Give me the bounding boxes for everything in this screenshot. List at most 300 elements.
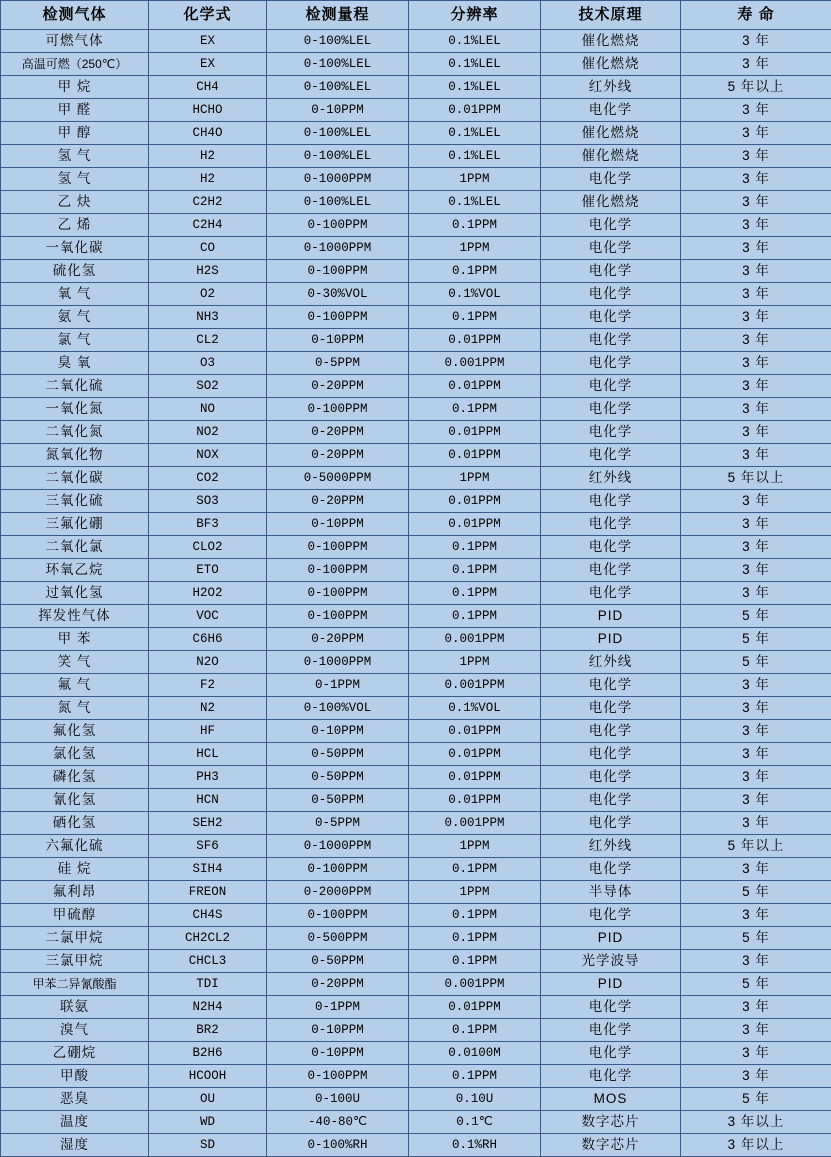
cell-principle: 电化学 (541, 306, 681, 329)
cell-resolution: 0.01PPM (409, 444, 541, 467)
cell-name: 三氟化硼 (1, 513, 149, 536)
cell-principle: 电化学 (541, 996, 681, 1019)
cell-principle: 电化学 (541, 766, 681, 789)
table-header-row (1, 1, 831, 30)
cell-resolution: 0.01PPM (409, 766, 541, 789)
cell-formula: CL2 (149, 329, 267, 352)
cell-life: 3 年 (681, 53, 831, 76)
cell-range: 0-100PPM (267, 559, 409, 582)
cell-formula: F2 (149, 674, 267, 697)
cell-name: 温度 (1, 1111, 149, 1134)
cell-name: 氟利昂 (1, 881, 149, 904)
cell-principle: PID (541, 973, 681, 996)
cell-principle: 红外线 (541, 835, 681, 858)
cell-range: 0-100PPM (267, 260, 409, 283)
cell-principle: 数字芯片 (541, 1111, 681, 1134)
table-row (1, 214, 831, 237)
table-row (1, 283, 831, 306)
cell-resolution: 0.01PPM (409, 421, 541, 444)
cell-life: 3 年 (681, 720, 831, 743)
cell-formula: SIH4 (149, 858, 267, 881)
column-header-formula: 化学式 (149, 1, 267, 30)
cell-resolution: 0.001PPM (409, 973, 541, 996)
column-header-gas-name: 检测气体 (1, 1, 149, 30)
cell-formula: SO2 (149, 375, 267, 398)
cell-principle: 电化学 (541, 99, 681, 122)
cell-range: 0-100PPM (267, 536, 409, 559)
cell-formula: PH3 (149, 766, 267, 789)
cell-principle: 电化学 (541, 260, 681, 283)
cell-life: 3 年以上 (681, 1134, 831, 1157)
table-row (1, 1111, 831, 1134)
table-row (1, 122, 831, 145)
cell-name: 甲硫醇 (1, 904, 149, 927)
cell-principle: MOS (541, 1088, 681, 1111)
cell-life: 3 年 (681, 996, 831, 1019)
cell-life: 3 年 (681, 1019, 831, 1042)
cell-formula: SD (149, 1134, 267, 1157)
cell-formula: FREON (149, 881, 267, 904)
cell-name: 六氟化硫 (1, 835, 149, 858)
cell-life: 3 年 (681, 168, 831, 191)
cell-formula: O3 (149, 352, 267, 375)
cell-formula: H2O2 (149, 582, 267, 605)
cell-name: 过氧化氢 (1, 582, 149, 605)
cell-formula: H2 (149, 145, 267, 168)
cell-life: 5 年以上 (681, 835, 831, 858)
cell-name: 甲 苯 (1, 628, 149, 651)
table-row (1, 329, 831, 352)
cell-name: 硫化氢 (1, 260, 149, 283)
table-row (1, 398, 831, 421)
cell-principle: 红外线 (541, 467, 681, 490)
table-row (1, 743, 831, 766)
cell-resolution: 0.1PPM (409, 904, 541, 927)
table-row (1, 904, 831, 927)
cell-life: 3 年 (681, 444, 831, 467)
cell-formula: HCHO (149, 99, 267, 122)
table-row (1, 582, 831, 605)
cell-resolution: 0.1PPM (409, 536, 541, 559)
cell-life: 3 年 (681, 122, 831, 145)
cell-resolution: 0.1PPM (409, 927, 541, 950)
cell-range: 0-100PPM (267, 1065, 409, 1088)
cell-resolution: 0.001PPM (409, 812, 541, 835)
cell-formula: H2S (149, 260, 267, 283)
cell-life: 3 年 (681, 789, 831, 812)
cell-principle: 催化燃烧 (541, 145, 681, 168)
table-row (1, 30, 831, 53)
cell-name: 甲 醛 (1, 99, 149, 122)
table-row (1, 237, 831, 260)
table-header (1, 1, 831, 30)
cell-name: 氟化氢 (1, 720, 149, 743)
cell-life: 3 年 (681, 950, 831, 973)
cell-principle: 电化学 (541, 1065, 681, 1088)
table-row (1, 973, 831, 996)
cell-life: 3 年 (681, 329, 831, 352)
cell-name: 乙硼烷 (1, 1042, 149, 1065)
cell-range: 0-100%LEL (267, 76, 409, 99)
cell-range: 0-100%LEL (267, 30, 409, 53)
cell-name: 二氧化碳 (1, 467, 149, 490)
cell-resolution: 1PPM (409, 881, 541, 904)
cell-range: 0-20PPM (267, 490, 409, 513)
cell-resolution: 1PPM (409, 835, 541, 858)
cell-resolution: 0.01PPM (409, 996, 541, 1019)
column-header-lifespan: 寿 命 (681, 1, 831, 30)
table-row (1, 306, 831, 329)
cell-resolution: 0.1%LEL (409, 76, 541, 99)
cell-principle: 电化学 (541, 743, 681, 766)
table-row (1, 99, 831, 122)
cell-principle: 电化学 (541, 421, 681, 444)
cell-life: 3 年 (681, 559, 831, 582)
cell-formula: CLO2 (149, 536, 267, 559)
cell-name: 硒化氢 (1, 812, 149, 835)
cell-name: 乙 炔 (1, 191, 149, 214)
cell-formula: ETO (149, 559, 267, 582)
table-row (1, 191, 831, 214)
cell-range: 0-50PPM (267, 789, 409, 812)
cell-range: 0-100%LEL (267, 191, 409, 214)
cell-life: 3 年 (681, 1042, 831, 1065)
cell-formula: C2H4 (149, 214, 267, 237)
cell-resolution: 0.1%LEL (409, 30, 541, 53)
cell-name: 氯 气 (1, 329, 149, 352)
cell-range: -40-80℃ (267, 1111, 409, 1134)
cell-range: 0-100PPM (267, 306, 409, 329)
table-row (1, 651, 831, 674)
cell-name: 甲 烷 (1, 76, 149, 99)
cell-range: 0-100%LEL (267, 145, 409, 168)
cell-name: 氯化氢 (1, 743, 149, 766)
cell-resolution: 0.1PPM (409, 950, 541, 973)
cell-resolution: 0.1PPM (409, 1065, 541, 1088)
cell-resolution: 0.1PPM (409, 1019, 541, 1042)
cell-life: 3 年 (681, 536, 831, 559)
cell-range: 0-50PPM (267, 766, 409, 789)
table-row (1, 1134, 831, 1157)
cell-range: 0-20PPM (267, 444, 409, 467)
cell-principle: 电化学 (541, 582, 681, 605)
cell-formula: N2 (149, 697, 267, 720)
table-row (1, 789, 831, 812)
cell-name: 笑 气 (1, 651, 149, 674)
cell-principle: 电化学 (541, 329, 681, 352)
table-row (1, 168, 831, 191)
cell-name: 氢 气 (1, 145, 149, 168)
cell-principle: 催化燃烧 (541, 53, 681, 76)
table-row (1, 697, 831, 720)
cell-life: 3 年 (681, 674, 831, 697)
cell-resolution: 0.1PPM (409, 858, 541, 881)
cell-life: 3 年 (681, 858, 831, 881)
cell-name: 氧 气 (1, 283, 149, 306)
column-header-principle: 技术原理 (541, 1, 681, 30)
cell-formula: TDI (149, 973, 267, 996)
column-header-range: 检测量程 (267, 1, 409, 30)
cell-resolution: 0.001PPM (409, 674, 541, 697)
cell-formula: N2O (149, 651, 267, 674)
cell-name: 一氧化氮 (1, 398, 149, 421)
cell-life: 3 年 (681, 352, 831, 375)
cell-name: 二氧化硫 (1, 375, 149, 398)
cell-life: 5 年 (681, 605, 831, 628)
cell-range: 0-100%VOL (267, 697, 409, 720)
cell-resolution: 0.01PPM (409, 743, 541, 766)
table-row (1, 927, 831, 950)
cell-range: 0-10PPM (267, 513, 409, 536)
cell-range: 0-1000PPM (267, 651, 409, 674)
cell-life: 3 年 (681, 421, 831, 444)
table-row (1, 1088, 831, 1111)
cell-formula: CH2CL2 (149, 927, 267, 950)
cell-formula: CHCL3 (149, 950, 267, 973)
cell-resolution: 1PPM (409, 237, 541, 260)
cell-formula: C6H6 (149, 628, 267, 651)
cell-principle: 电化学 (541, 398, 681, 421)
cell-life: 5 年 (681, 927, 831, 950)
cell-range: 0-1PPM (267, 996, 409, 1019)
cell-range: 0-20PPM (267, 628, 409, 651)
cell-principle: 电化学 (541, 352, 681, 375)
cell-formula: SF6 (149, 835, 267, 858)
cell-range: 0-20PPM (267, 375, 409, 398)
table-body (1, 30, 831, 1157)
cell-range: 0-100PPM (267, 904, 409, 927)
cell-range: 0-50PPM (267, 743, 409, 766)
cell-life: 5 年 (681, 1088, 831, 1111)
cell-name: 磷化氢 (1, 766, 149, 789)
cell-range: 0-500PPM (267, 927, 409, 950)
cell-formula: CO2 (149, 467, 267, 490)
cell-principle: 催化燃烧 (541, 30, 681, 53)
cell-resolution: 0.1%LEL (409, 191, 541, 214)
table-row (1, 766, 831, 789)
cell-life: 3 年 (681, 766, 831, 789)
cell-range: 0-50PPM (267, 950, 409, 973)
cell-range: 0-1PPM (267, 674, 409, 697)
cell-life: 3 年 (681, 398, 831, 421)
cell-life: 3 年 (681, 904, 831, 927)
cell-principle: 电化学 (541, 214, 681, 237)
table-row (1, 950, 831, 973)
table-row (1, 536, 831, 559)
table-row (1, 605, 831, 628)
cell-formula: N2H4 (149, 996, 267, 1019)
cell-life: 5 年 (681, 628, 831, 651)
cell-formula: EX (149, 30, 267, 53)
cell-name: 氨 气 (1, 306, 149, 329)
cell-formula: HCOOH (149, 1065, 267, 1088)
cell-life: 3 年 (681, 99, 831, 122)
column-header-resolution: 分辨率 (409, 1, 541, 30)
cell-name: 联氨 (1, 996, 149, 1019)
cell-resolution: 0.001PPM (409, 628, 541, 651)
cell-life: 3 年 (681, 697, 831, 720)
cell-formula: NOX (149, 444, 267, 467)
cell-life: 3 年 (681, 375, 831, 398)
cell-range: 0-2000PPM (267, 881, 409, 904)
cell-name: 甲苯二异氰酸酯 (1, 973, 149, 996)
cell-range: 0-1000PPM (267, 237, 409, 260)
cell-principle: 电化学 (541, 1019, 681, 1042)
cell-life: 3 年 (681, 490, 831, 513)
table-row (1, 559, 831, 582)
cell-formula: SO3 (149, 490, 267, 513)
cell-resolution: 0.1℃ (409, 1111, 541, 1134)
cell-name: 甲 醇 (1, 122, 149, 145)
table-row (1, 1019, 831, 1042)
cell-resolution: 0.01PPM (409, 789, 541, 812)
cell-life: 3 年 (681, 237, 831, 260)
cell-name: 二氧化氯 (1, 536, 149, 559)
cell-range: 0-1000PPM (267, 168, 409, 191)
table-row (1, 76, 831, 99)
cell-range: 0-5PPM (267, 812, 409, 835)
cell-principle: 电化学 (541, 697, 681, 720)
table-row (1, 1065, 831, 1088)
cell-name: 三氯甲烷 (1, 950, 149, 973)
cell-formula: SEH2 (149, 812, 267, 835)
cell-principle: 电化学 (541, 444, 681, 467)
cell-range: 0-100%LEL (267, 53, 409, 76)
cell-principle: 电化学 (541, 812, 681, 835)
cell-resolution: 0.1PPM (409, 582, 541, 605)
cell-name: 臭 氧 (1, 352, 149, 375)
cell-life: 5 年以上 (681, 76, 831, 99)
table-row (1, 490, 831, 513)
cell-name: 高温可燃（250℃） (1, 53, 149, 76)
cell-formula: CH4S (149, 904, 267, 927)
cell-life: 5 年 (681, 973, 831, 996)
cell-principle: 电化学 (541, 904, 681, 927)
cell-life: 3 年 (681, 283, 831, 306)
cell-principle: 数字芯片 (541, 1134, 681, 1157)
cell-range: 0-100PPM (267, 214, 409, 237)
cell-resolution: 0.1%VOL (409, 283, 541, 306)
cell-principle: 电化学 (541, 674, 681, 697)
table-row (1, 720, 831, 743)
cell-life: 5 年 (681, 881, 831, 904)
cell-formula: B2H6 (149, 1042, 267, 1065)
cell-principle: PID (541, 605, 681, 628)
cell-principle: 电化学 (541, 237, 681, 260)
cell-resolution: 0.1PPM (409, 306, 541, 329)
cell-resolution: 1PPM (409, 467, 541, 490)
cell-resolution: 0.1PPM (409, 559, 541, 582)
cell-life: 5 年 (681, 651, 831, 674)
cell-range: 0-100PPM (267, 582, 409, 605)
cell-formula: EX (149, 53, 267, 76)
table-row (1, 375, 831, 398)
cell-principle: 电化学 (541, 1042, 681, 1065)
cell-formula: CH4 (149, 76, 267, 99)
cell-resolution: 0.001PPM (409, 352, 541, 375)
cell-principle: 电化学 (541, 375, 681, 398)
table-row (1, 858, 831, 881)
table-row (1, 881, 831, 904)
cell-name: 乙 烯 (1, 214, 149, 237)
cell-resolution: 1PPM (409, 651, 541, 674)
cell-range: 0-20PPM (267, 421, 409, 444)
cell-principle: 电化学 (541, 490, 681, 513)
cell-principle: 催化燃烧 (541, 191, 681, 214)
cell-principle: 电化学 (541, 513, 681, 536)
cell-range: 0-1000PPM (267, 835, 409, 858)
cell-formula: OU (149, 1088, 267, 1111)
cell-resolution: 0.01PPM (409, 375, 541, 398)
cell-resolution: 0.01PPM (409, 513, 541, 536)
table-row (1, 513, 831, 536)
cell-formula: CO (149, 237, 267, 260)
cell-life: 3 年 (681, 513, 831, 536)
cell-resolution: 0.1%VOL (409, 697, 541, 720)
cell-resolution: 0.1PPM (409, 605, 541, 628)
cell-formula: H2 (149, 168, 267, 191)
table-row (1, 1042, 831, 1065)
cell-formula: NO (149, 398, 267, 421)
cell-name: 二氧化氮 (1, 421, 149, 444)
cell-formula: WD (149, 1111, 267, 1134)
cell-life: 3 年 (681, 191, 831, 214)
cell-resolution: 0.01PPM (409, 490, 541, 513)
cell-range: 0-100%LEL (267, 122, 409, 145)
cell-life: 3 年 (681, 743, 831, 766)
cell-principle: 光学波导 (541, 950, 681, 973)
cell-life: 3 年 (681, 1065, 831, 1088)
cell-range: 0-10PPM (267, 1019, 409, 1042)
table-row (1, 145, 831, 168)
cell-resolution: 0.1%RH (409, 1134, 541, 1157)
cell-resolution: 0.1%LEL (409, 145, 541, 168)
cell-name: 氮氧化物 (1, 444, 149, 467)
cell-range: 0-10PPM (267, 329, 409, 352)
table-row (1, 260, 831, 283)
cell-formula: NH3 (149, 306, 267, 329)
cell-resolution: 0.01PPM (409, 329, 541, 352)
cell-range: 0-10PPM (267, 1042, 409, 1065)
cell-formula: CH4O (149, 122, 267, 145)
cell-resolution: 0.1PPM (409, 214, 541, 237)
cell-formula: HCN (149, 789, 267, 812)
cell-formula: BF3 (149, 513, 267, 536)
cell-name: 环氧乙烷 (1, 559, 149, 582)
table-row (1, 467, 831, 490)
cell-name: 可燃气体 (1, 30, 149, 53)
cell-resolution: 0.1%LEL (409, 122, 541, 145)
cell-principle: PID (541, 628, 681, 651)
cell-range: 0-5000PPM (267, 467, 409, 490)
table-row (1, 53, 831, 76)
cell-life: 3 年 (681, 214, 831, 237)
cell-formula: O2 (149, 283, 267, 306)
cell-life: 5 年以上 (681, 467, 831, 490)
cell-life: 3 年以上 (681, 1111, 831, 1134)
cell-name: 一氧化碳 (1, 237, 149, 260)
cell-resolution: 0.0100M (409, 1042, 541, 1065)
cell-resolution: 0.1%LEL (409, 53, 541, 76)
table-row (1, 674, 831, 697)
cell-range: 0-100U (267, 1088, 409, 1111)
table-row (1, 628, 831, 651)
cell-name: 硅 烷 (1, 858, 149, 881)
cell-name: 挥发性气体 (1, 605, 149, 628)
cell-life: 3 年 (681, 306, 831, 329)
cell-name: 甲酸 (1, 1065, 149, 1088)
cell-range: 0-100PPM (267, 605, 409, 628)
